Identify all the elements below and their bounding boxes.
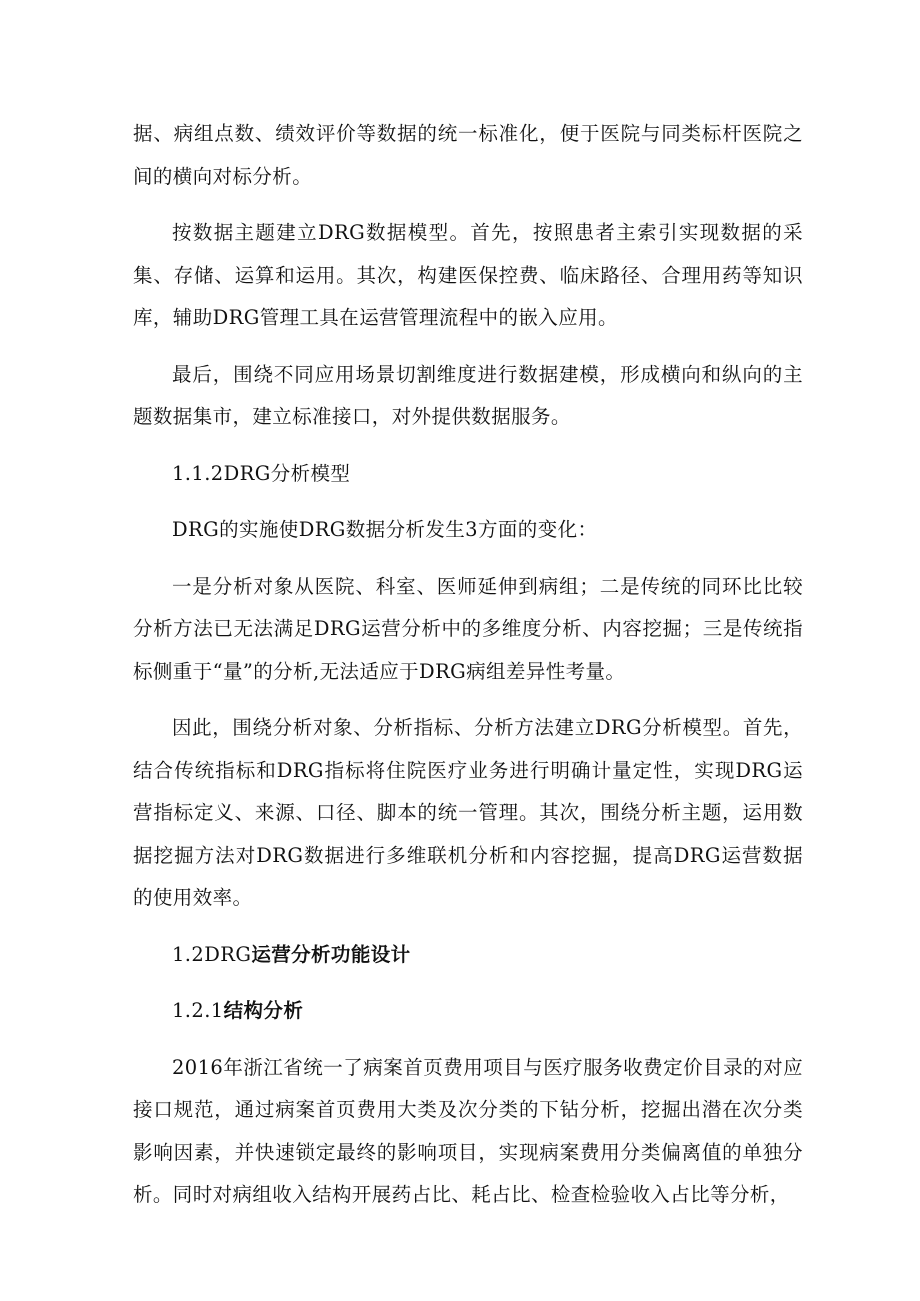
paragraph-structure-analysis: 2016年浙江省统一了病案首页费用项目与医疗服务收费定价目录的对应接口规范，通过病案首页费用大类及次分类的下钻分析，挖掘出潜在次分类影响因素，并快速锁定最终的影响项目，实现病案费用分类偏离值的单独分析。同时对病组收入结构开展药占比、耗占比、检查检验收入占比等分析， (133, 1055, 803, 1206)
section-number-1-2: 1.2DRG (172, 942, 252, 966)
paragraph-changes-list: 一是分析对象从医院、科室、医师延伸到病组；二是传统的同环比比较分析方法已无法满足DRG运营分析中的多维度分析、内容挖掘；三是传统指标侧重于“量”的分析,无法适应于DRG病组差异性考量。 (133, 574, 803, 683)
section-heading-1-1-2: 1.1.2DRG分析模型 (172, 461, 351, 485)
paragraph-changes-intro: DRG的实施使DRG数据分析发生3方面的变化： (172, 518, 598, 541)
paragraph-data-mart: 最后，围绕不同应用场景切割维度进行数据建模，形成横向和纵向的主题数据集市，建立标准接口，对外提供数据服务。 (133, 362, 803, 428)
section-number-1-2-1: 1.2.1 (172, 999, 224, 1022)
section-title-1-2: 运营分析功能设计 (251, 942, 411, 966)
paragraph-data-model: 按数据主题建立DRG数据模型。首先，按照患者主索引实现数据的采集、存储、运算和运用。其次，构建医保控费、临床路径、合理用药等知识库，辅助DRG管理工具在运营管理流程中的嵌入应用。 (133, 221, 803, 329)
section-heading-1-2-1 (133, 990, 803, 1033)
document-page (133, 113, 803, 1231)
paragraph-analysis-model: 因此，围绕分析对象、分析指标、分析方法建立DRG分析模型。首先，结合传统指标和DRG指标将住院医疗业务进行明确计量定性，实现DRG运营指标定义、来源、口径、脚本的统一管理。其次，围绕分析主题，运用数据挖掘方法对DRG数据进行多维联机分析和内容挖掘，提高DRG运营数据的使用效率。 (133, 716, 803, 909)
paragraph-continuation: 据、病组点数、绩效评价等数据的统一标准化，便于医院与同类标杆医院之间的横向对标分析。 (133, 122, 803, 188)
section-title-1-2-1: 结构分析 (223, 999, 304, 1022)
section-heading-1-2 (133, 934, 803, 977)
